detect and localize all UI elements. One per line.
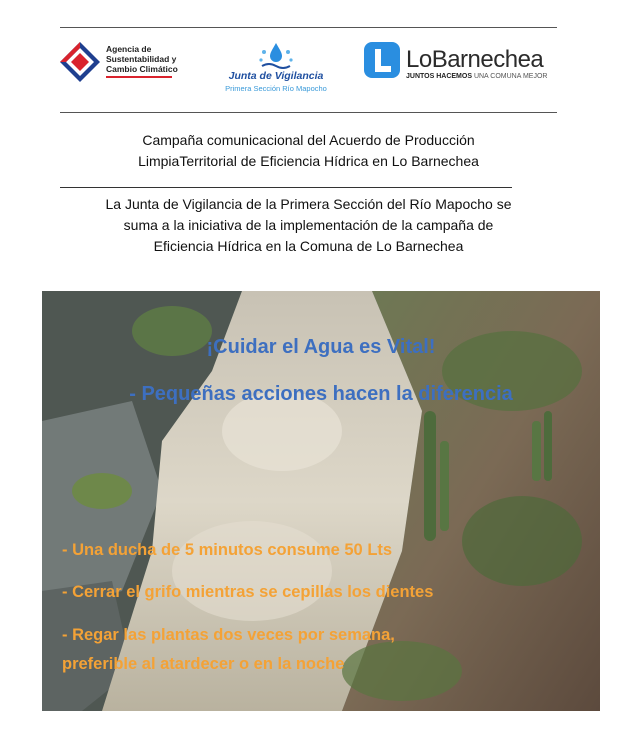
lobarnechea-logo <box>362 40 562 88</box>
tip-watering-line-1: - Regar las plantas dos veces por semana, <box>62 626 395 644</box>
poster-subheadline: - Pequeñas acciones hacen la diferencia <box>129 383 513 405</box>
lobarnechea-tagline: JUNTOS HACEMOS UNA COMUNA MEJOR <box>406 73 548 80</box>
tip-shower: - Una ducha de 5 minutos consume 50 Lts <box>62 541 393 559</box>
tip-faucet: - Cerrar el grifo mientras se cepillas los dientes <box>62 583 434 601</box>
intro-line-3: Eficiencia Hídrica en la Comuna de Lo Barnechea <box>153 238 464 254</box>
intro-line-2: suma a la iniciativa de la implementación de la campaña de <box>123 217 494 233</box>
ascc-logo <box>58 40 208 88</box>
ascc-name: Agencia de Sustentabilidad y Cambio Climático <box>106 44 178 74</box>
water-drops-icon <box>256 42 296 70</box>
heading-line-1: Campaña comunicacional del Acuerdo de Producción <box>142 132 475 148</box>
junta-vigilancia-subtitle: Primera Sección Río Mapocho <box>225 84 327 93</box>
campaign-poster-photo <box>42 291 600 711</box>
top-rule <box>60 27 557 28</box>
junta-vigilancia-title: Junta de Vigilancia <box>228 70 324 82</box>
intro-paragraph <box>60 194 557 257</box>
poster-headline: ¡Cuidar el Agua es Vital! <box>206 336 436 358</box>
ascc-diamond-icon <box>58 40 102 84</box>
logo-bottom-rule <box>60 112 557 113</box>
lobarnechea-l-icon <box>364 42 404 82</box>
junta-vigilancia-logo <box>206 40 346 95</box>
intro-line-1: La Junta de Vigilancia de la Primera Sección del Río Mapocho se <box>105 196 512 212</box>
lobarnechea-name: LoBarnechea <box>406 46 544 73</box>
ascc-underline <box>106 76 172 78</box>
campaign-heading <box>60 130 557 172</box>
heading-separator <box>60 187 512 188</box>
heading-line-2: LimpiaTerritorial de Eficiencia Hídrica en Lo Barnechea <box>138 153 479 169</box>
tip-watering-line-2: preferible al atardecer o en la noche <box>62 655 345 673</box>
